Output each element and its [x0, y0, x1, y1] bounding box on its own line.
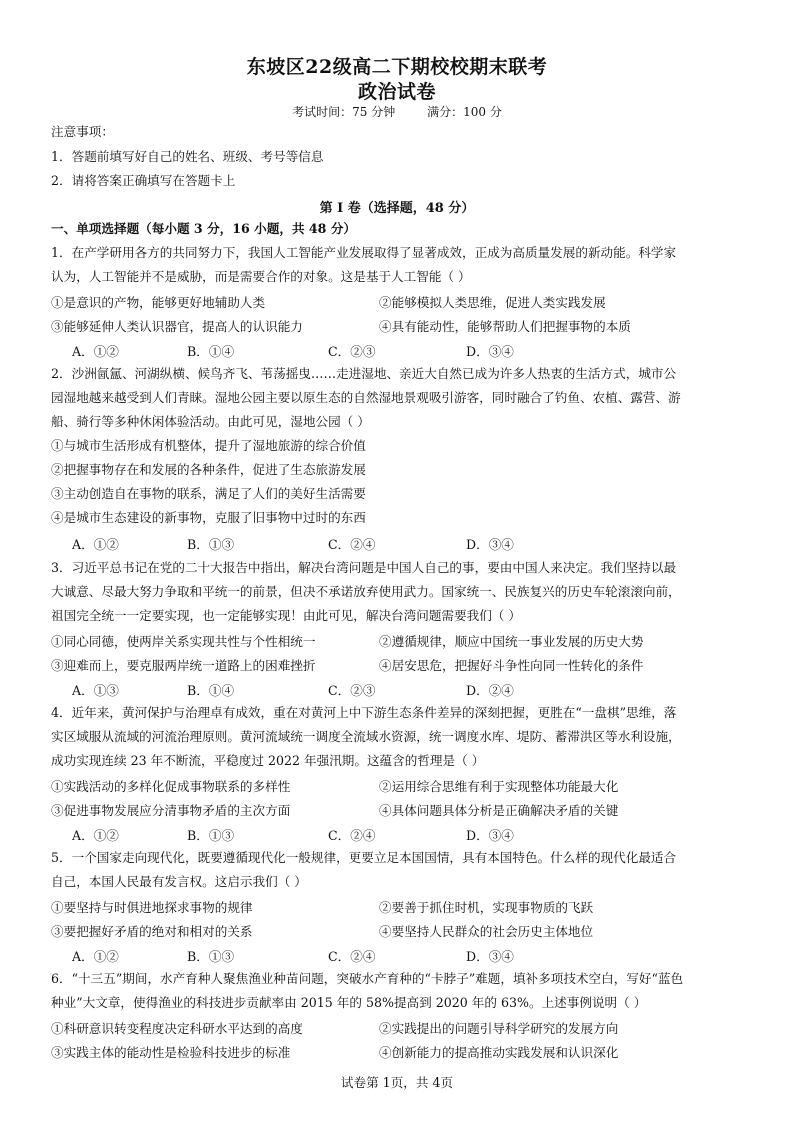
page-footer: 试卷第 1页，共 4页 — [340, 1075, 454, 1090]
choice-d: D．③④ — [466, 949, 514, 964]
question-line: 大诚意、尽最大努力争取和平统一的前景，但决不承诺放弃使用武力。国家统一、民族复兴的历史车轮滚滚向前， — [51, 584, 681, 599]
option: ④创新能力的提高推动实践发展和认识深化 — [379, 1045, 619, 1060]
option: ①实践活动的多样化促成事物联系的多样性 — [51, 779, 291, 794]
question-line: 船、骑行等多种休闲体验活动。由此可见，湿地公园（ ） — [51, 414, 370, 429]
exam-subject: 政治试卷 — [357, 81, 436, 103]
choice-a: A．①② — [72, 537, 119, 552]
option: ②要善于抓住时机，实现事物质的飞跃 — [379, 900, 594, 915]
question-line: 园湿地越来越受到人们青睐。湿地公园主要以原生态的自然湿地景观吸引游客，同时融合了钓鱼、农植、露营、游 — [51, 390, 681, 405]
option: ①与城市生活形成有机整体，提升了湿地旅游的综合价值 — [51, 438, 366, 453]
choice-d: D．③④ — [466, 828, 514, 843]
choice-b: B．①③ — [187, 949, 235, 964]
choice-b: B．①④ — [187, 683, 235, 698]
option: ③能够延伸人类认识器官，提高人的认识能力 — [51, 319, 303, 334]
notice-item: 2．请将答案正确填写在答题卡上 — [51, 173, 236, 188]
question-line: 2．沙洲氤氲、河湖纵横、候鸟齐飞、苇荡摇曳……走进湿地、亲近大自然已成为许多人热衷的生活方式，城市公 — [51, 366, 677, 381]
section-subtitle: 一、单项选择题（每小题 3 分，16 小题，共 48 分） — [51, 221, 357, 236]
notice-label: 注意事项： — [51, 124, 114, 139]
option: ③迎难而上，要克服两岸统一道路上的困难挫折 — [51, 658, 316, 673]
choice-d: D．②④ — [466, 683, 514, 698]
question-line: 认为，人工智能并不是威胁，而是需要合作的对象。这是基于人工智能（ ） — [51, 269, 471, 284]
exam-title: 东坡区22级高二下期校校期末联考 — [246, 56, 548, 78]
choice-c: C．②④ — [328, 828, 376, 843]
exam-meta — [0, 103, 794, 120]
choice-c: C．②④ — [328, 537, 376, 552]
question-line: 种业”大文章，使得渔业的科技进步贡献率由 2015 年的 58%提高到 2020 年的 63%。上述事例说明（ ） — [51, 995, 647, 1010]
option: ④要坚持人民群众的社会历史主体地位 — [379, 924, 594, 939]
option: ③主动创造自在事物的联系，满足了人们的美好生活需要 — [51, 486, 366, 501]
option: ①是意识的产物，能够更好地辅助人类 — [51, 295, 266, 310]
question-line: 6．“十三五”期间，水产育种人聚焦渔业种苗问题，突破水产育种的“卡脖子”难题，填补多项技术空白，写好“蓝色 — [51, 971, 684, 986]
option: ②实践提出的问题引导科学研究的发展方向 — [379, 1021, 619, 1036]
choice-a: A．①② — [72, 828, 119, 843]
question-line: 自己，本国人民最有发言权。这启示我们（ ） — [51, 874, 307, 889]
option: ①同心同德，使两岸关系实现共性与个性相统一 — [51, 634, 316, 649]
option: ②运用综合思维有利于实现整体功能最大化 — [379, 779, 619, 794]
choice-c: C．②③ — [328, 683, 376, 698]
question-line: 3．习近平总书记在党的二十大报告中指出，解决台湾问题是中国人自己的事，要由中国人来决定。我们坚持以最 — [51, 560, 677, 575]
option: ②能够模拟人类思维，促进人类实践发展 — [379, 295, 606, 310]
question-line: 祖国完全统一一定要实现，也一定能够实现！由此可见，解决台湾问题需要我们（ ） — [51, 608, 521, 623]
notice-item: 1．答题前填写好自己的姓名、班级、考号等信息 — [51, 149, 324, 164]
option: ④是城市生态建设的新事物，克服了旧事物中过时的东西 — [51, 510, 366, 525]
choice-a: A．①③ — [72, 683, 119, 698]
option: ③实践主体的能动性是检验科技进步的标准 — [51, 1045, 291, 1060]
choice-b: B．①④ — [187, 344, 235, 359]
option: ④具有能动性，能够帮助人们把握事物的本质 — [379, 319, 631, 334]
option: ④具体问题具体分析是正确解决矛盾的关键 — [379, 803, 619, 818]
option: ③要把握好矛盾的绝对和相对的关系 — [51, 924, 253, 939]
question-line: 实区域服从流域的河流治理原则。黄河流域统一调度全流域水资源，统一调度水库、堤防、蓄滞洪区等水利设施， — [51, 729, 681, 744]
question-line: 成功实现连续 23 年不断流，平稳度过 2022 年强汛期。这蕴含的哲理是（ ） — [51, 753, 485, 768]
option: ④居安思危，把握好斗争性向同一性转化的条件 — [379, 658, 644, 673]
choice-d: D．③④ — [466, 344, 514, 359]
choice-b: B．①③ — [187, 828, 235, 843]
option: ①科研意识转变程度决定科研水平达到的高度 — [51, 1021, 303, 1036]
exam-time: 考试时间：75 分钟 — [292, 105, 396, 119]
option: ①要坚持与时俱进地探求事物的规律 — [51, 900, 253, 915]
question-line: 1．在产学研用各方的共同努力下，我国人工智能产业发展取得了显著成效，正成为高质量发展的新动能。科学家 — [51, 245, 677, 260]
choice-d: D．③④ — [466, 537, 514, 552]
option: ②把握事物存在和发展的各种条件，促进了生态旅游发展 — [51, 462, 366, 477]
option: ②遵循规律，顺应中国统一事业发展的历史大势 — [379, 634, 644, 649]
option: ③促进事物发展应分清事物矛盾的主次方面 — [51, 803, 291, 818]
choice-a: A．①② — [72, 949, 119, 964]
exam-score: 满分：100 分 — [427, 105, 502, 119]
question-line: 5．一个国家走向现代化，既要遵循现代化一般规律，更要立足本国国情，具有本国特色。什么样的现代化最适合 — [51, 850, 677, 865]
choice-a: A．①② — [72, 344, 119, 359]
section-title: 第 I 卷（选择题，48 分） — [319, 201, 475, 216]
choice-c: C．②③ — [328, 344, 376, 359]
choice-b: B．①③ — [187, 537, 235, 552]
question-line: 4．近年来，黄河保护与治理卓有成效，重在对黄河上中下游生态条件差异的深刻把握，更胜在“一盘棋”思维，落 — [51, 705, 677, 720]
choice-c: C．②④ — [328, 949, 376, 964]
